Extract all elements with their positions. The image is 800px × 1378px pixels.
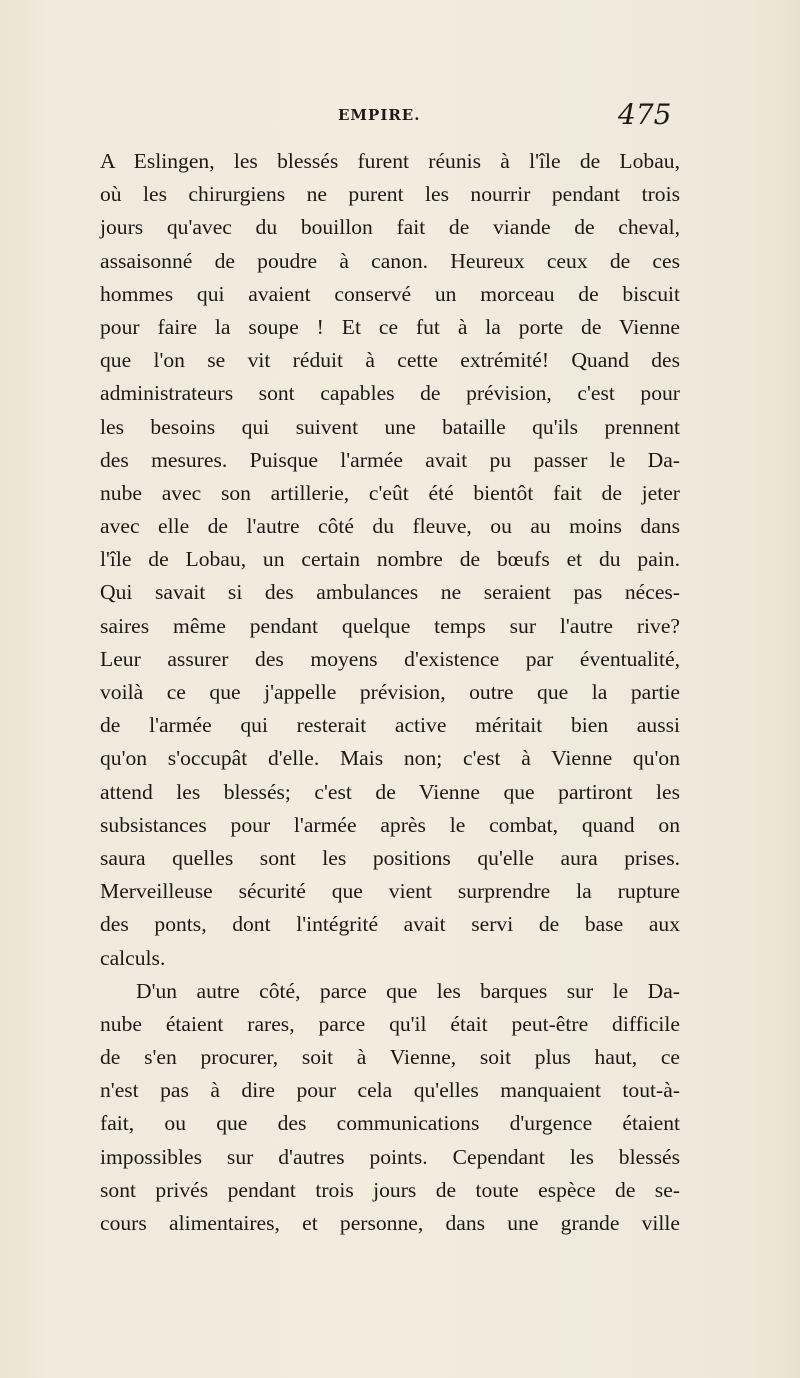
text-line: voilà ce que j'appelle prévision, outre que la partie (100, 680, 680, 704)
text-line: nube étaient rares, parce qu'il était peut-être difficile (100, 1011, 680, 1036)
text-line: des mesures. Puisque l'armée avait pu passer le Da- (100, 447, 680, 472)
text-line: l'île de Lobau, un certain nombre de bœufs et du pain. (100, 547, 680, 572)
text-line: Qui savait si des ambulances ne seraient pas néces- (100, 580, 680, 605)
text-line: calculs. (100, 945, 166, 970)
text-line: avec elle de l'autre côté du fleuve, ou au moins dans (100, 514, 680, 539)
text-line: subsistances pour l'armée après le combat, quand on (100, 812, 680, 837)
text-line: A Eslingen, les blessés furent réunis à l'île de Lobau, (100, 149, 680, 173)
body-text (100, 145, 680, 1240)
text-line: qu'on s'occupât d'elle. Mais non; c'est à Vienne qu'on (100, 746, 680, 771)
text-line: de l'armée qui resterait active méritait bien aussi (100, 713, 680, 738)
text-line: de s'en procurer, soit à Vienne, soit plus haut, ce (100, 1045, 680, 1070)
text-line: administrateurs sont capables de prévision, c'est pour (100, 381, 680, 406)
text-line: impossibles sur d'autres points. Cependant les blessés (100, 1144, 680, 1169)
running-head-title: EMPIRE. (338, 106, 421, 124)
text-line: saura quelles sont les positions qu'elle aura prises. (100, 845, 680, 870)
text-line: cours alimentaires, et personne, dans une grande ville (100, 1211, 680, 1235)
text-line: des ponts, dont l'intégrité avait servi de base aux (100, 912, 680, 937)
text-line: hommes qui avaient conservé un morceau de biscuit (100, 281, 680, 306)
text-line: sont privés pendant trois jours de toute espèce de se- (100, 1177, 680, 1202)
text-line: jours qu'avec du bouillon fait de viande de cheval, (100, 215, 680, 240)
text-line: attend les blessés; c'est de Vienne que partiront les (100, 779, 680, 804)
text-line: Leur assurer des moyens d'existence par éventualité, (100, 646, 680, 671)
text-line: saires même pendant quelque temps sur l'autre rive? (100, 613, 680, 638)
text-line: où les chirurgiens ne purent les nourrir pendant trois (100, 182, 680, 207)
text-line: pour faire la soupe ! Et ce fut à la porte de Vienne (100, 314, 680, 339)
text-line: les besoins qui suivent une bataille qu'ils prennent (100, 414, 680, 439)
text-line: Merveilleuse sécurité que vient surprendre la rupture (100, 879, 680, 904)
text-line: fait, ou que des communications d'urgence étaient (100, 1111, 680, 1136)
text-line: n'est pas à dire pour cela qu'elles manquaient tout-à- (100, 1078, 680, 1103)
text-line: assaisonné de poudre à canon. Heureux ceux de ces (100, 248, 680, 273)
text-line: nube avec son artillerie, c'eût été bientôt fait de jeter (100, 480, 680, 505)
text-line: D'un autre côté, parce que les barques sur le Da- (136, 978, 680, 1003)
text-line: que l'on se vit réduit à cette extrémité! Quand des (100, 348, 680, 373)
page-number: 475 (618, 98, 672, 131)
running-head (0, 100, 800, 140)
